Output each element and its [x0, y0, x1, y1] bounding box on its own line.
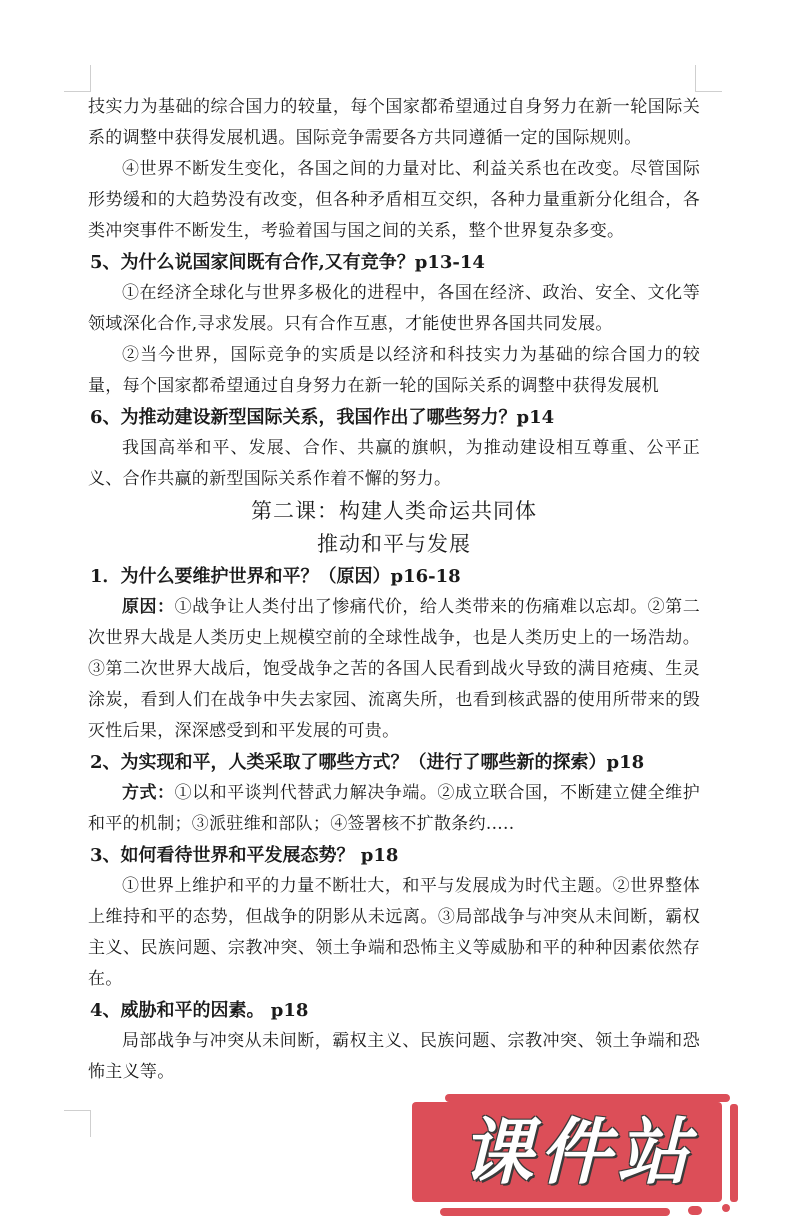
paragraph: 局部战争与冲突从未间断，霸权主义、民族问题、宗教冲突、领土争端和恐怖主义等。 — [88, 1031, 700, 1082]
paragraph — [88, 592, 700, 747]
stamp-edge — [440, 1208, 670, 1216]
page-corner-mark — [695, 65, 722, 92]
answer-label: 原因： — [122, 597, 175, 617]
paragraph: ②当今世界，国际竞争的实质是以经济和科技实力为基础的综合国力的较量，每个国家都希望通过自身努力在新一轮的国际关系的调整中获得发展机 — [88, 345, 700, 396]
watermark-text: 课件站 — [460, 1110, 695, 1194]
question-heading-3: 3、如何看待世界和平发展态势？ p18 — [90, 845, 399, 866]
question-heading-6: 6、为推动建设新型国际关系，我国作出了哪些努力？p14 — [90, 407, 555, 428]
stamp-edge — [688, 1206, 702, 1215]
question-heading-2: 2、为实现和平，人类采取了哪些方式？（进行了哪些新的探索）p18 — [90, 752, 645, 773]
stamp-edge — [730, 1104, 738, 1202]
watermark-stamp — [400, 1092, 740, 1222]
page-corner-mark — [64, 65, 91, 92]
paragraph: 技实力为基础的综合国力的较量，每个国家都希望通过自身努力在新一轮国际关系的调整中获得发展机遇。国际竞争需要各方共同遵循一定的国际规则。 — [88, 97, 700, 148]
paragraph: ①在经济全球化与世界多极化的进程中，各国在经济、政治、安全、文化等领域深化合作,寻求发展。只有合作互惠，才能使世界各国共同发展。 — [88, 283, 700, 334]
document-page — [88, 92, 700, 1088]
question-heading-1: 1．为什么要维护世界和平？（原因）p16-18 — [90, 566, 461, 587]
question-heading-4: 4、威胁和平的因素。 p18 — [90, 1000, 309, 1021]
paragraph: 我国高举和平、发展、合作、共赢的旗帜，为推动建设相互尊重、公平正义、合作共赢的新型国际关系作着不懈的努力。 — [88, 438, 700, 489]
question-heading-5: 5、为什么说国家间既有合作,又有竞争？p13-14 — [90, 252, 485, 273]
paragraph: ④世界不断发生变化，各国之间的力量对比、利益关系也在改变。尽管国际形势缓和的大趋势没有改变，但各种矛盾相互交织，各种力量重新分化组合，各类冲突事件不断发生，考验着国与国之间的关系，整个世界复杂多变。 — [88, 159, 700, 241]
stamp-edge — [722, 1204, 730, 1212]
answer-text: ①以和平谈判代替武力解决争端。②成立联合国，不断建立健全维护和平的机制；③派驻维和部队；④签署核不扩散条约..... — [88, 783, 701, 834]
answer-text: ①战争让人类付出了惨痛代价，给人类带来的伤痛难以忘却。②第二次世界大战是人类历史上规模空前的全球性战争，也是人类历史上的一场浩劫。③第二次世界大战后，饱受战争之苦的各国人民看到战火导致的满目疮痍、生灵涂炭，看到人们在战争中失去家园、流离失所，也看到核武器的使用所带来的毁灭性后果，深深感受到和平发展的可贵。 — [88, 597, 701, 741]
paragraph — [88, 778, 700, 840]
page-corner-mark — [64, 1110, 91, 1137]
lesson-title: 第二课：构建人类命运共同体 — [251, 499, 537, 523]
answer-label: 方式： — [122, 783, 175, 803]
paragraph: ①世界上维护和平的力量不断壮大，和平与发展成为时代主题。②世界整体上维持和平的态势，但战争的阴影从未远离。③局部战争与冲突从未间断，霸权主义、民族问题、宗教冲突、领土争端和恐怖主义等威胁和平的种种因素依然存在。 — [88, 876, 700, 989]
section-title: 推动和平与发展 — [317, 532, 471, 556]
stamp-edge — [445, 1094, 730, 1102]
